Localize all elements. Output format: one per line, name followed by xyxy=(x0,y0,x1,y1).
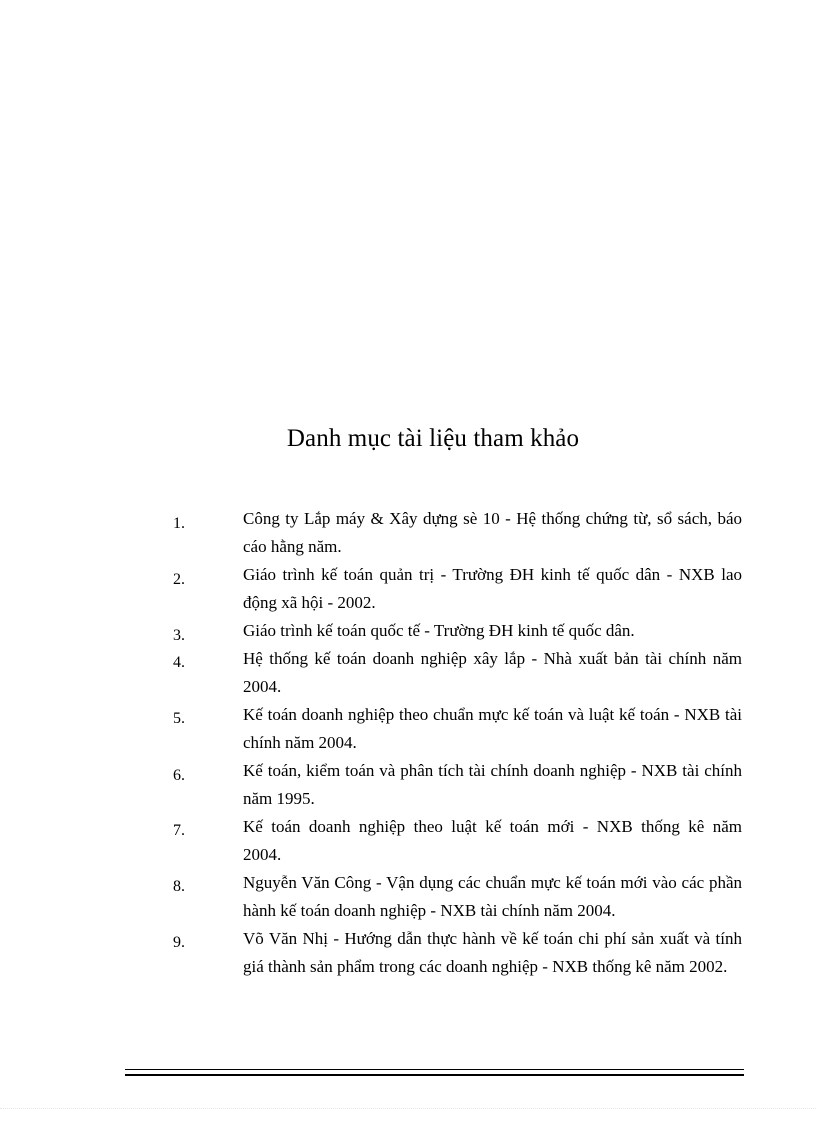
list-item-text: Công ty Lắp máy & Xây dựng sè 10 - Hệ thống chứng từ, sổ sách, báo cáo hằng năm. xyxy=(243,509,742,556)
list-item-number: 5. xyxy=(173,710,185,727)
list-item-number: 3. xyxy=(173,627,185,644)
list-item-number: 1. xyxy=(173,515,185,532)
list-item-number: 6. xyxy=(173,767,185,784)
footer-divider xyxy=(125,1069,744,1070)
list-item-number: 4. xyxy=(173,654,185,671)
page-title: Danh mục tài liệu tham khảo xyxy=(286,425,580,452)
list-item-text: Võ Văn Nhị - Hướng dẫn thực hành về kế toán chi phí sản xuất và tính giá thành sản phẩm trong các doanh nghiệp - NXB thống kê năm 2002. xyxy=(243,929,742,976)
list-item-number: 9. xyxy=(173,934,185,951)
list-item-text: Kế toán doanh nghiệp theo chuẩn mực kế toán và luật kế toán - NXB tài chính năm 2004. xyxy=(243,705,742,752)
list-item-number: 2. xyxy=(173,571,185,588)
list-item-text: Nguyễn Văn Công - Vận dụng các chuẩn mực kế toán mới vào các phần hành kế toán doanh nghiệp - NXB tài chính năm 2004. xyxy=(243,873,742,920)
list-item-text: Hệ thống kế toán doanh nghiệp xây lắp - Nhà xuất bản tài chính năm 2004. xyxy=(243,649,742,696)
footer-divider xyxy=(125,1074,744,1076)
page-edge-divider xyxy=(0,1108,816,1109)
list-item-number: 7. xyxy=(173,822,185,839)
list-item-number: 8. xyxy=(173,878,185,895)
list-item-text: Giáo trình kế toán quốc tế - Trường ĐH kinh tế quốc dân. xyxy=(243,621,635,640)
list-item-text: Kế toán doanh nghiệp theo luật kế toán mới - NXB thống kê năm 2004. xyxy=(243,817,742,864)
list-item-text: Kế toán, kiểm toán và phân tích tài chính doanh nghiệp - NXB tài chính năm 1995. xyxy=(243,761,742,808)
list-item-text: Giáo trình kế toán quản trị - Trường ĐH kinh tế quốc dân - NXB lao động xã hội - 2002. xyxy=(243,565,742,612)
